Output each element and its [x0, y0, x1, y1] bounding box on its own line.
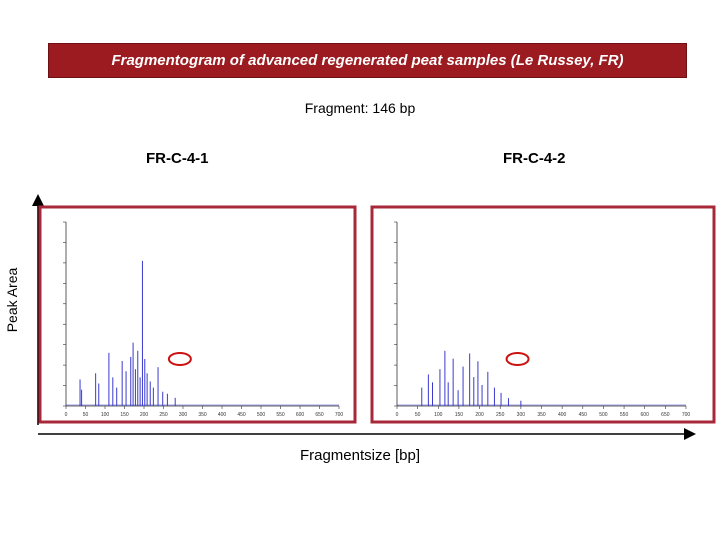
x-tick-label-right: 650: [661, 412, 670, 418]
x-tick-label-left: 0: [64, 412, 68, 418]
x-tick-label-left: 450: [237, 412, 246, 418]
x-tick-label-right: 100: [434, 412, 443, 418]
x-tick-label-right: 150: [454, 412, 464, 418]
x-tick-label-right: 0: [395, 412, 399, 418]
x-tick-label-left: 200: [139, 412, 149, 418]
x-tick-label-right: 250: [496, 412, 505, 418]
x-tick-label-right: 450: [578, 412, 587, 418]
x-tick-label-left: 50: [82, 412, 89, 418]
x-tick-label-left: 250: [159, 412, 168, 418]
panel-frame-left: [40, 207, 355, 422]
x-tick-label-left: 150: [120, 412, 129, 418]
fragment-subtitle: Fragment: 146 bp: [304, 100, 416, 116]
x-tick-label-left: 700: [334, 412, 344, 418]
x-tick-label-right: 500: [599, 412, 608, 418]
panel-frame-right: [372, 207, 714, 422]
x-tick-label-left: 350: [198, 412, 207, 418]
x-tick-label-right: 700: [681, 412, 691, 418]
chart-title: Fragmentogram of advanced regenerated peat samples (Le Russey, FR): [48, 43, 687, 78]
x-tick-label-right: 350: [537, 412, 546, 418]
x-tick-label-right: 300: [516, 412, 526, 418]
x-tick-label-right: 550: [619, 412, 629, 418]
x-tick-label-left: 550: [276, 412, 285, 418]
y-axis-label: Peak Area: [4, 267, 20, 333]
x-axis-label: Fragmentsize [bp]: [299, 447, 421, 464]
x-tick-label-left: 400: [217, 412, 227, 418]
x-tick-label-left: 300: [178, 412, 188, 418]
x-tick-label-left: 600: [295, 412, 305, 418]
x-tick-label-right: 600: [640, 412, 649, 418]
x-tick-label-left: 650: [315, 412, 324, 418]
x-tick-label-right: 400: [557, 412, 567, 418]
x-tick-label-left: 100: [100, 412, 110, 418]
x-tick-label-left: 500: [256, 412, 266, 418]
sample-label-left: FR-C-4-1: [146, 150, 209, 167]
x-tick-label-right: 200: [475, 412, 484, 418]
x-tick-label-right: 50: [414, 412, 421, 418]
sample-label-right: FR-C-4-2: [503, 150, 566, 167]
